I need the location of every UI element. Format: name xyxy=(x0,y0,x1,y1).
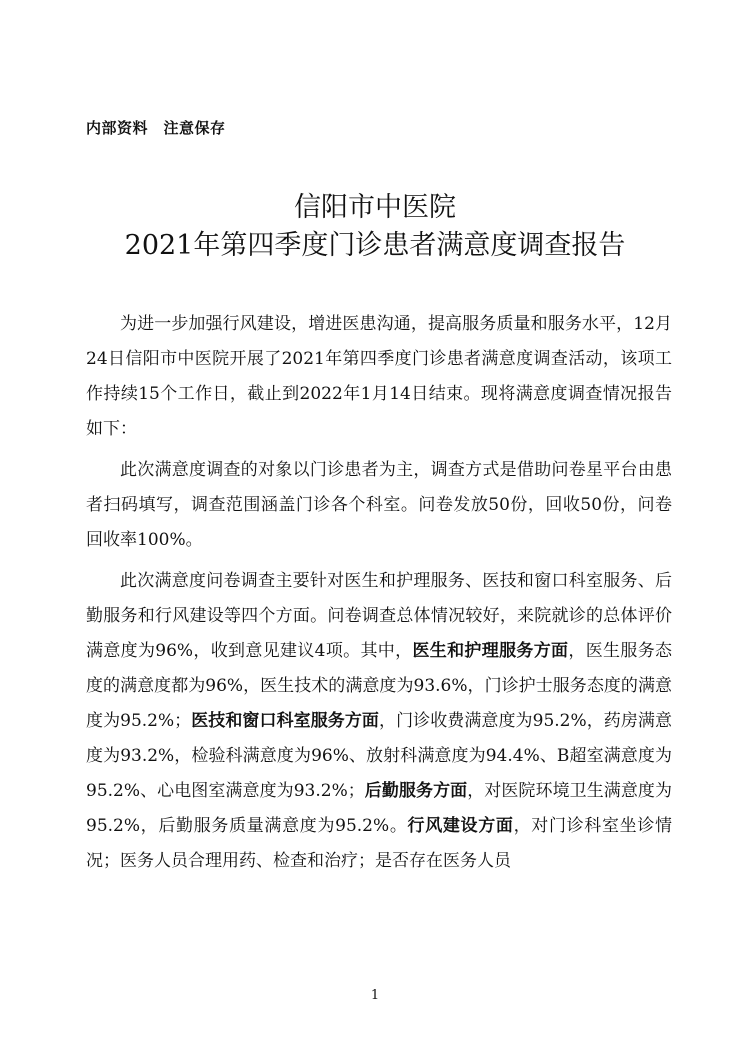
doctor-nursing-text: ，医生服务态度的满意度都为96%，医生技术的满意度为93.6%，门诊护士服务态度的满意度为95.2%； xyxy=(86,641,673,731)
heading-conduct: 行风建设方面 xyxy=(407,816,514,836)
heading-doctor-nursing: 医生和护理服务方面 xyxy=(412,641,569,661)
heading-logistics: 后勤服务方面 xyxy=(364,781,468,801)
paragraph-survey-results xyxy=(86,564,672,879)
logistics-text: ，对医院环境卫生满意度为95.2%，后勤服务质量满意度为95.2%。 xyxy=(86,781,672,836)
report-title-hospital: 信阳市中医院 xyxy=(294,192,456,223)
heading-medtech-window: 医技和窗口科室服务方面 xyxy=(191,711,379,731)
medtech-window-text: ，门诊收费满意度为95.2%，药房满意度为93.2%，检验科满意度为96%、放射科满意度为94.4%、B超室满意度为95.2%、心电图室满意度为93.2%； xyxy=(86,711,672,801)
internal-material-note: 内部资料 注意保存 xyxy=(86,119,226,137)
report-title-main: 2021年第四季度门诊患者满意度调查报告 xyxy=(124,230,626,261)
results-intro-text: 此次满意度问卷调查主要针对医生和护理服务、医技和窗口科室服务、后勤服务和行风建设等四个方面。问卷调查总体情况较好，来院就诊的总体评价满意度为96%，收到意见建议4项。其中， xyxy=(86,571,672,661)
page-number: 1 xyxy=(370,988,380,1003)
paragraph-survey-method: 此次满意度调查的对象以门诊患者为主，调查方式是借助问卷星平台由患者扫码填写，调查范围涵盖门诊各个科室。问卷发放50份，回收50份，问卷回收率100%。 xyxy=(86,460,672,550)
paragraph-intro: 为进一步加强行风建设，增进医患沟通，提高服务质量和服务水平，12月24日信阳市中医院开展了2021年第四季度门诊患者满意度调查活动，该项工作持续15个工作日，截止到2022年1月14日结束。现将满意度调查情况报告如下： xyxy=(86,314,672,439)
conduct-text: ，对门诊科室坐诊情况；医务人员合理用药、检查和治疗；是否存在医务人员 xyxy=(86,816,673,871)
report-body xyxy=(86,307,672,885)
